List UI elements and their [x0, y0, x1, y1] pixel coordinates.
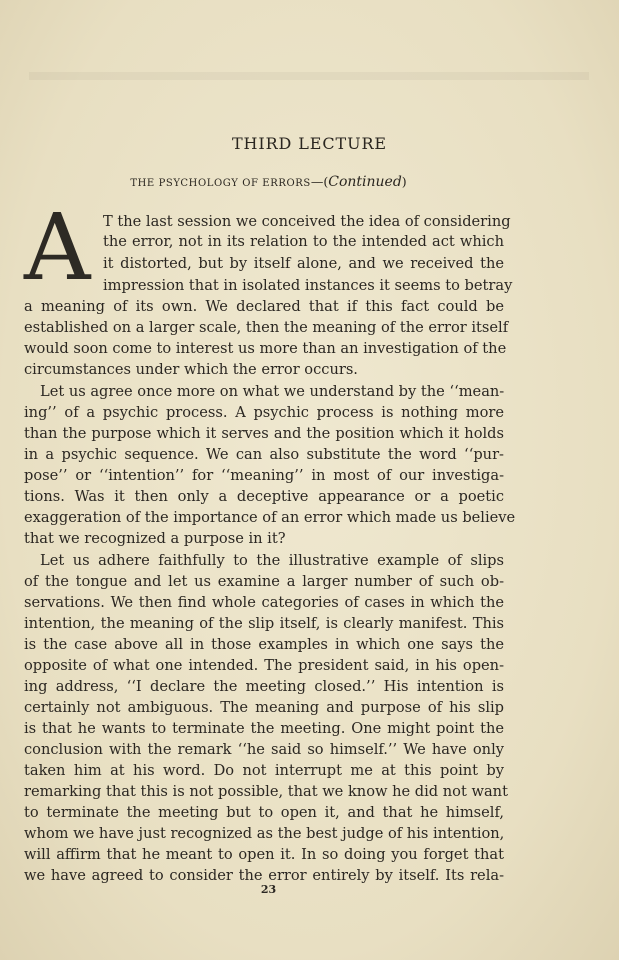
text-line: taken him at his word. Do not interrupt me at this point by [24, 762, 504, 779]
lecture-heading: THIRD LECTURE [231, 134, 388, 153]
text-line: impression that in isolated instances it seems to betray [103, 277, 513, 294]
text-line: ing’’ of a psychic process. A psychic process is nothing more [24, 404, 504, 421]
text-line: is that he wants to terminate the meeting. One might point the [24, 720, 504, 737]
text-line: will affirm that he meant to open it. In so doing you forget that [24, 846, 504, 863]
text-line: ing address, ‘‘I declare the meeting closed.’’ His intention is [24, 678, 504, 695]
text-line: opposite of what one intended. The president said, in his open- [24, 657, 504, 674]
text-line: intention, the meaning of the slip itself, is clearly manifest. This [24, 615, 504, 632]
text-line: we have agreed to consider the error entirely by itself. Its rela- [24, 867, 504, 884]
text-line: circumstances under which the error occurs. [24, 361, 358, 378]
drop-cap: A [24, 194, 91, 301]
text-line: Let us agree once more on what we understand by the ‘‘mean- [40, 383, 505, 400]
text-line: tions. Was it then only a deceptive appearance or a poetic [24, 488, 504, 505]
text-line: certainly not ambiguous. The meaning and purpose of his slip [24, 699, 504, 716]
show-through-text [0, 0, 619, 80]
text-line: remarking that this is not possible, that we know he did not want [24, 783, 508, 800]
text-line: to terminate the meeting but to open it, and that he himself, [24, 804, 504, 821]
text-line: conclusion with the remark ‘‘he said so himself.’’ We have only [24, 741, 504, 758]
text-line: than the purpose which it serves and the position which it holds [24, 425, 504, 442]
text-line: servations. We then find whole categories of cases in which the [24, 594, 504, 611]
subheading-dash: —( [310, 174, 329, 189]
text-line: it distorted, but by itself alone, and we received the [103, 255, 504, 272]
page-number: 23 [260, 883, 277, 896]
subheading-title: THE PSYCHOLOGY OF ERRORS [130, 178, 311, 189]
text-line: T the last session we conceived the idea of considering [103, 213, 511, 230]
subheading-close: ) [401, 174, 407, 189]
text-line: would soon come to interest us more than an investigation of the [24, 340, 507, 357]
subheading-continued: Continued [328, 174, 402, 190]
text-line: is the case above all in those examples in which one says the [24, 636, 504, 653]
text-line: exaggeration of the importance of an error which made us believe [24, 509, 516, 526]
text-line: that we recognized a purpose in it? [24, 530, 286, 547]
text-line: pose’’ or ‘‘intention’’ for ‘‘meaning’’ in most of our investiga- [24, 467, 504, 484]
text-line: of the tongue and let us examine a larger number of such ob- [24, 573, 504, 590]
text-line: Let us adhere faithfully to the illustrative example of slips [40, 552, 504, 569]
text-line: whom we have just recognized as the best judge of his intention, [24, 825, 505, 842]
lecture-subheading [0, 174, 537, 190]
text-line: the error, not in its relation to the intended act which [103, 233, 504, 250]
text-line: established on a larger scale, then the meaning of the error itself [24, 319, 509, 336]
text-line: in a psychic sequence. We can also substitute the word ‘‘pur- [24, 446, 504, 463]
text-line: a meaning of its own. We declared that if this fact could be [24, 298, 504, 315]
